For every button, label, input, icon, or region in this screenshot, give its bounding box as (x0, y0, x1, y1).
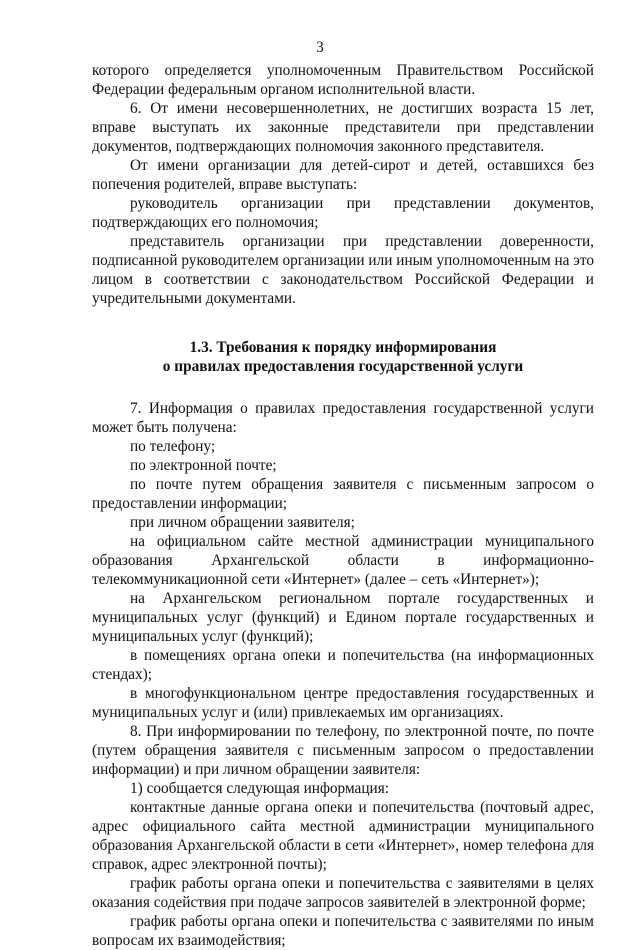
section-content (92, 399, 594, 950)
paragraph: на официальном сайте местной администрации муниципального образования Архангельской области в информационно-телекоммуникационной сети «Интернет» (далее – сеть «Интернет»); (92, 533, 594, 588)
document-body (92, 61, 594, 950)
section-heading-line: 1.3. Требования к порядку информирования (189, 339, 497, 356)
paragraph: по электронной почте; (130, 457, 277, 474)
paragraph: От имени организации для детей-сирот и детей, оставшихся без попечения родителей, вправе выступать: (92, 157, 594, 193)
paragraph: руководитель организации при представлении документов, подтверждающих его полномочия; (92, 195, 594, 231)
paragraph: график работы органа опеки и попечительства с заявителями в целях оказания содействия при подаче запросов заявителей в электронной форме; (92, 875, 594, 911)
page-number: 3 (316, 39, 324, 56)
paragraph: в многофункциональном центре предоставления государственных и муниципальных услуг и (или) привлекаемых им организациях. (92, 685, 594, 721)
paragraph: 8. При информировании по телефону, по электронной почте, по почте (путем обращения заявителя с письменным запросом о предоставлении информации) и при личном обращении заявителя: (92, 723, 594, 778)
paragraph: по телефону; (130, 438, 216, 455)
paragraph: график работы органа опеки и попечительства с заявителями по иным вопросам их взаимодействия; (92, 913, 594, 949)
section-heading-line: о правилах предоставления государственной услуги (162, 358, 524, 375)
paragraph: в помещениях органа опеки и попечительства (на информационных стендах); (92, 647, 594, 683)
paragraph: контактные данные органа опеки и попечительства (почтовый адрес, адрес официального сайта местной администрации муниципального образования Архангельской области в сети «Интернет», номер телефона для справок, адрес электронной почты); (92, 799, 594, 873)
paragraph: 6. От имени несовершеннолетних, не достигших возраста 15 лет, вправе выступать их законные представители при представлении документов, подтверждающих полномочия законного представителя. (92, 100, 594, 155)
paragraph: которого определяется уполномоченным Правительством Российской Федерации федеральным органом исполнительной власти. (92, 62, 594, 98)
paragraph: 1) сообщается следующая информация: (130, 780, 389, 797)
paragraph: по почте путем обращения заявителя с письменным запросом о предоставлении информации; (92, 476, 594, 512)
paragraph: 7. Информация о правилах предоставления государственной услуги может быть получена: (92, 400, 594, 436)
section-heading (92, 338, 594, 376)
paragraph: представитель организации при представлении доверенности, подписанной руководителем организации или иным уполномоченным на это лицом в соответствии с законодательством Российской Федерации и учредительными документами. (92, 233, 594, 307)
paragraph: на Архангельском региональном портале государственных и муниципальных услуг (функций) и Едином портале государственных и муниципальных услуг (функций); (92, 590, 594, 645)
paragraph: при личном обращении заявителя; (130, 514, 355, 531)
